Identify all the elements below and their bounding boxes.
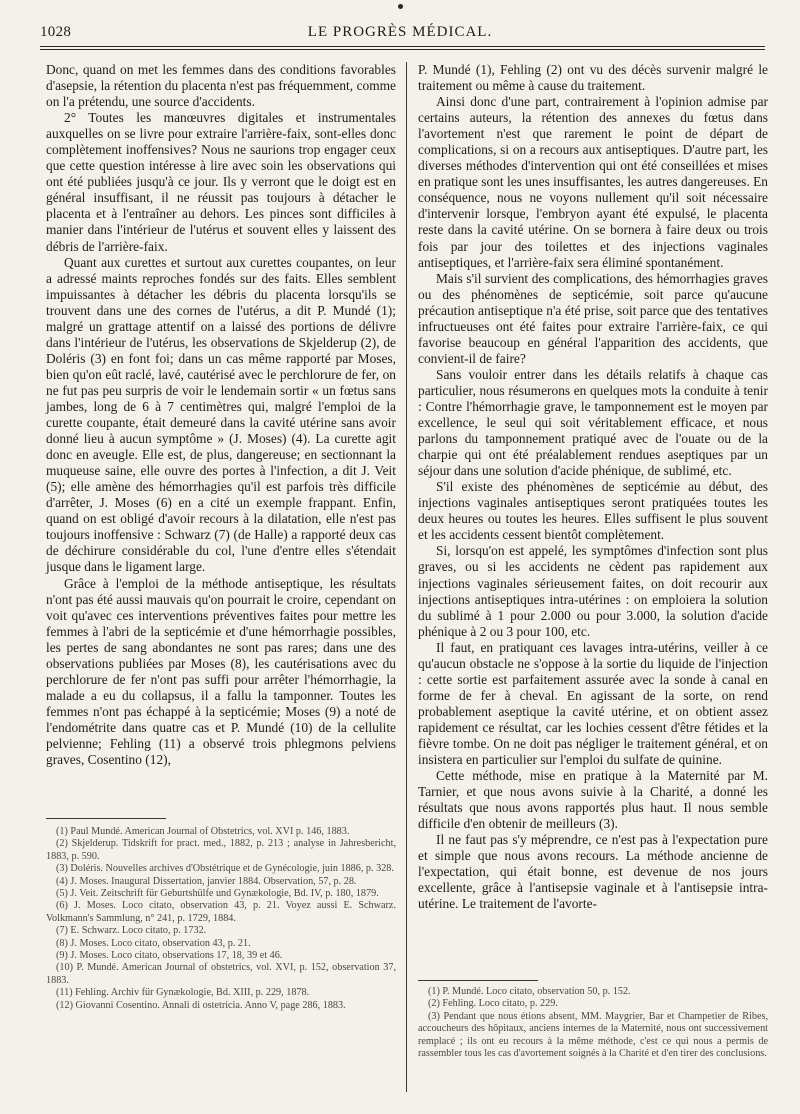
footnote: (3) Doléris. Nouvelles archives d'Obstétrique et de Gynécologie, juin 1886, p. 328. — [56, 863, 394, 875]
paragraph: Si, lorsqu'on est appelé, les symptômes d'infection sont plus graves, ou si les accidents ne cèdent pas rapidement aux injections vaginales sérieusement faites, on doit recourir aux injections antiseptiques intra-utérines : on emploiera la solution du sublimé à 1 pour 2.000 ou pour 3.000, la solution d'acide phénique à 2 ou 3 pour 100, etc. — [418, 543, 768, 639]
ink-dot — [398, 4, 403, 9]
footnote: (10) P. Mundé. American Journal of obstetrics, vol. XVI, p. 152, observation 37, 1883. — [46, 962, 396, 986]
footnote: (2) Fehling. Loco citato, p. 229. — [428, 998, 558, 1010]
footnote: (3) Pendant que nous étions absent, MM. Maygrier, Bar et Champetier de Ribes, accoucheurs des hôpitaux, anciens internes de la Maternité, nous ont successivement remplacé ; ils ont eu recours à la même méthode, c'est ce qui nous a permis de rassembler tous les cas d'avortement soignés à la Charité et d'en tirer des conclusions. — [418, 1010, 768, 1060]
paragraph: Donc, quand on met les femmes dans des conditions favorables d'asepsie, la rétention du placenta n'est pas fréquemment, comme on l'a prétendu, une source d'accidents. — [46, 62, 396, 110]
footnote: (5) J. Veit. Zeitschrift für Geburtshülfe und Gynækologie, Bd. IV, p. 180, 1879. — [56, 888, 379, 900]
paragraph: Cette méthode, mise en pratique à la Maternité par M. Tarnier, et que nous avons suivie à la Charité, a donné les résultats que nous avons rapportés plus haut. Il nous semble difficile d'en obtenir de meilleurs (3). — [418, 768, 768, 832]
footnote: (8) J. Moses. Loco citato, observation 43, p. 21. — [56, 937, 251, 949]
paragraph: Mais s'il survient des complications, des hémorrhagies graves ou des phénomènes de septicémie, soit parce qu'aucune précaution antiseptique n'a été prise, soit parce que des tentatives infructueuses ont été faites pour extraire l'arrière-faix, ce qui favorise beaucoup en général l'apparition des accidents, que convient-il de faire? — [418, 270, 768, 366]
footnote-rule — [46, 818, 166, 819]
footnote: (9) J. Moses. Loco citato, observations 17, 18, 39 et 46. — [56, 950, 283, 962]
paragraph: Sans vouloir entrer dans les détails relatifs à chaque cas particulier, nous résumerons en quelques mots la conduite à tenir : Contre l'hémorrhagie grave, le tamponnement est le moyen par excellence, le seul qui soit véritablement efficace, et nous parlons du tamponnement pratiqué avec de l'ouate ou de la charpie qui ont été préalablement rendues aseptiques par un séjour dans une solution d'acide phénique, de sublimé, etc. — [418, 366, 768, 479]
running-title: LE PROGRÈS MÉDICAL. — [307, 24, 493, 40]
paragraph: S'il existe des phénomènes de septicémie au début, des injections vaginales antiseptiques seront pratiquées toutes les deux heures ou toutes les heures. Elles suffisent le plus souvent et les accidents cessent bientôt complètement. — [418, 479, 768, 543]
right-column — [418, 62, 768, 912]
footnote: (7) E. Schwarz. Loco citato, p. 1732. — [56, 925, 207, 937]
left-footnotes — [46, 826, 396, 1012]
footnote: (12) Giovanni Cosentino. Annali di ostetricia. Anno V, page 286, 1883. — [56, 999, 346, 1011]
paragraph: Quant aux curettes et surtout aux curettes coupantes, on leur a adressé maints reproches fondés sur des faits. Elles semblent impuissantes à détacher les débris du placenta lorsqu'ils se trouvent dans une des cornes de l'utérus, a dit P. Mundé (1); malgré un grattage attentif on a laissé des portions de délivre dans l'intérieur de l'utérus, les observations de Skjelderup (2), de Doléris (3) en font foi; dans un cas même rapporté par Moses, bien qu'on eût raclé, lavé, cautérisé avec le perchlorure de fer, on ne fut pas peu surpris de voir le lendemain sortir « un fœtus sans jambes, long de 6 à 7 centimètres qui, malgré l'emploi de la curette coupante, était demeuré dans la cavité utérine sans avoir donné lieu à aucun symptôme » (J. Moses) (4). La curette agit donc en aveugle. Elle est, de plus, dangereuse; en sectionnant la muqueuse saine, elle ouvre des portes à l'infection, a dit J. Veit (5); elle amène des hémorrhagies qu'il est parfois très difficile d'arrêter, J. Moses (6) en a cité un exemple frappant. Enfin, quand on est obligé d'avoir recours à la dilatation, elle n'est pas toujours inoffensive : Schwarz (7) (de Halle) a rapporté deux cas de déchirure considérable du col, l'une d'entre elles s'étendait jusque dans le ligament large. — [46, 254, 396, 575]
paragraph: Ainsi donc d'une part, contrairement à l'opinion admise par certains auteurs, la rétention des annexes du fœtus dans l'avortement n'est que rarement le point de départ de complications, si on a recours aux antiseptiques. D'autre part, les diverses méthodes d'intervention qui ont été conseillées et mises en pratique sont les unes insuffisantes, les autres dangereuses. En conséquence, nous ne voyons nullement qu'il soit nécessaire d'intervenir lorsque, l'embryon ayant été expulsé, le placenta reste dans la cavité utérine. On se bornera à faire deux ou trois fois par jour des toilettes et des injections vaginales antiseptiques, et l'arrière-faix sera éliminé spontanément. — [418, 94, 768, 270]
footnote: (1) Paul Mundé. American Journal of Obstetrics, vol. XVI p. 146, 1883. — [56, 826, 350, 837]
paragraph: Il ne faut pas s'y méprendre, ce n'est pas à l'expectation pure et simple que nous avons recours. La méthode ancienne de l'expectation, qui était bonne, est devenue de nos jours excellente, grâce à l'antisepsie vaginale et à l'antisepsie intra-utérine. Le traitement de l'avorte- — [418, 832, 768, 912]
paragraph: 2° Toutes les manœuvres digitales et instrumentales auxquelles on se livre pour extraire l'arrière-faix, sont-elles donc complètement inoffensives? Nous ne saurions trop engager ceux que cette question intéresse à lire avec soin les observations qui ont été publiées jusqu'à ce jour. Ils y verront que le doigt est en général insuffisant, il ne réussit pas toujours à détacher le placenta et à l'entraîner au dehors. Les pinces sont difficiles à manier dans l'intérieur de l'utérus et souvent elles y laissent des débris de l'arrière-faix. — [46, 110, 396, 254]
column-divider — [406, 62, 407, 1092]
page-number: 1028 — [40, 24, 72, 40]
paragraph: Il faut, en pratiquant ces lavages intra-utérins, veiller à ce qu'aucun obstacle ne s'oppose à la sortie du liquide de l'injection : cette sortie est parfaitement assurée avec la sonde à canal en forme de fer à cheval. En agissant de la sorte, on rend probablement aseptique la cavité utérine, et on obtient assez rapidement ce résultat, car les lochies cessent d'être fétides et la fièvre tombe. On ne doit pas négliger le traitement général, et on insistera en particulier sur l'emploi du sulfate de quinine. — [418, 639, 768, 768]
footnote: (2) Skjelderup. Tidskrift for pract. med., 1882, p. 213 ; analyse in Jahresbericht, 1883, p. 590. — [46, 838, 396, 862]
page-header — [40, 22, 760, 46]
footnote: (4) J. Moses. Inaugural Dissertation, janvier 1884. Observation, 57, p. 28. — [56, 875, 357, 887]
left-column — [46, 62, 396, 768]
footnote: (11) Fehling. Archiv für Gynækologie, Bd. XIII, p. 229, 1878. — [56, 987, 310, 999]
paragraph: Grâce à l'emploi de la méthode antiseptique, les résultats n'ont pas été aussi mauvais qu'on pourrait le croire, cependant on voit qu'avec ces interventions préventives faites pour mettre les femmes à l'abri de la septicémie et d'une hémorrhagie possibles, les pertes de sang abondantes ne sont pas rares; dans une des observations publiées par Moses (8), les cautérisations avec du perchlorure de fer n'ont pas suffi pour arrêter l'hémorrhagie, la malade a eu du collapsus, il a fallu la tamponner. Toutes les femmes n'ont pas échappé à la septicémie; Moses (9) a noté de l'endométrite dans quatre cas et P. Mundé (10) de la cellulite pelvienne; Fehling (11) a observé trois phlegmons pelviens graves, Cosentino (12), — [46, 575, 396, 768]
right-footnotes — [418, 986, 768, 1060]
footnote: (6) J. Moses. Loco citato, observation 43, p. 21. Voyez aussi E. Schwarz. Volkmann's Sammlung, n° 241, p. 1729, 1884. — [46, 900, 396, 924]
footnote: (1) P. Mundé. Loco citato, observation 50, p. 152. — [428, 986, 631, 997]
footnote-rule — [418, 980, 538, 981]
paragraph: P. Mundé (1), Fehling (2) ont vu des décès survenir malgré le traitement ou même à cause du traitement. — [418, 62, 768, 94]
header-rule-double — [40, 49, 765, 50]
header-rule — [40, 46, 765, 47]
